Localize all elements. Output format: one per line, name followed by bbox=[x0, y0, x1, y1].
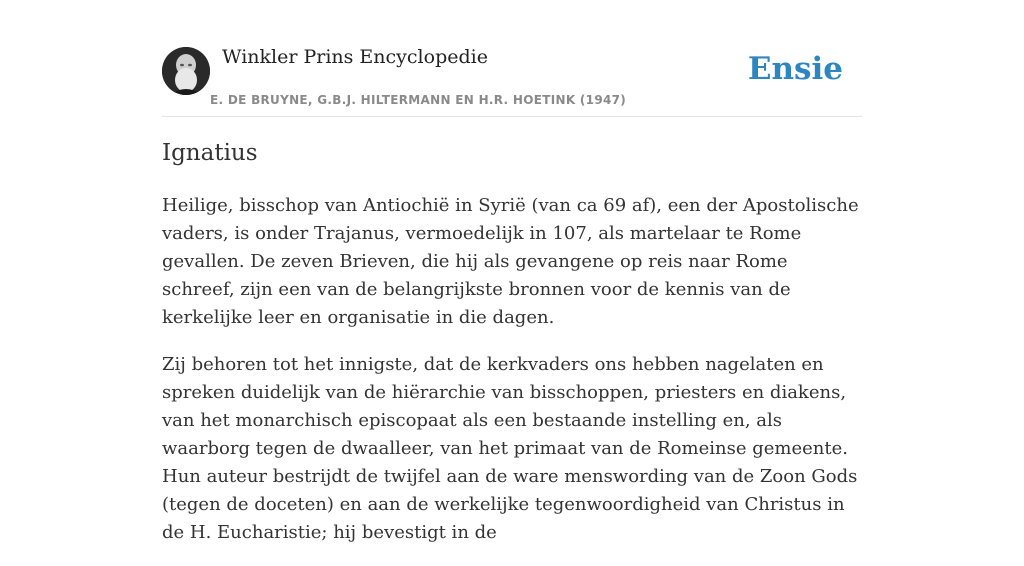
brand-logo[interactable]: Ensie bbox=[747, 51, 843, 87]
article-paragraph: Heilige, bisschop van Antiochië in Syrië (van ca 69 af), een der Apostolische vaders, is onder Trajanus, vermoedelijk in 107, als martelaar te Rome gevallen. De zeven Brieven, die hij als gevangene op reis naar Rome schreef, zijn een van de belangrijkste bronnen voor de kennis van de kerkelijke leer en organisatie in die dagen. bbox=[162, 195, 859, 328]
author-portrait-avatar[interactable] bbox=[162, 47, 210, 95]
article-paragraph: Zij behoren tot het innigste, dat de kerkvaders ons hebben nagelaten en spreken duidelijk van de hiërarchie van bisschoppen, priesters en diakens, van het monarchisch episcopaat als een bestaande instelling en, als waarborg tegen de dwaalleer, van het primaat van de Romeinse gemeente. Hun auteur bestrijdt de twijfel aan de ware menswording van de Zoon Gods (tegen de doceten) en aan de werkelijke tegenwoordigheid van Christus in de H. Eucharistie; hij bevestigt in de bbox=[162, 354, 858, 543]
source-authors: E. DE BRUYNE, G.B.J. HILTERMANN EN H.R. HOETINK (1947) bbox=[210, 93, 627, 107]
portrait-image bbox=[162, 47, 210, 95]
site-title[interactable]: Winkler Prins Encyclopedie bbox=[222, 46, 488, 68]
article-body bbox=[162, 192, 862, 566]
article-title: Ignatius bbox=[162, 140, 258, 166]
site-header bbox=[162, 44, 862, 117]
